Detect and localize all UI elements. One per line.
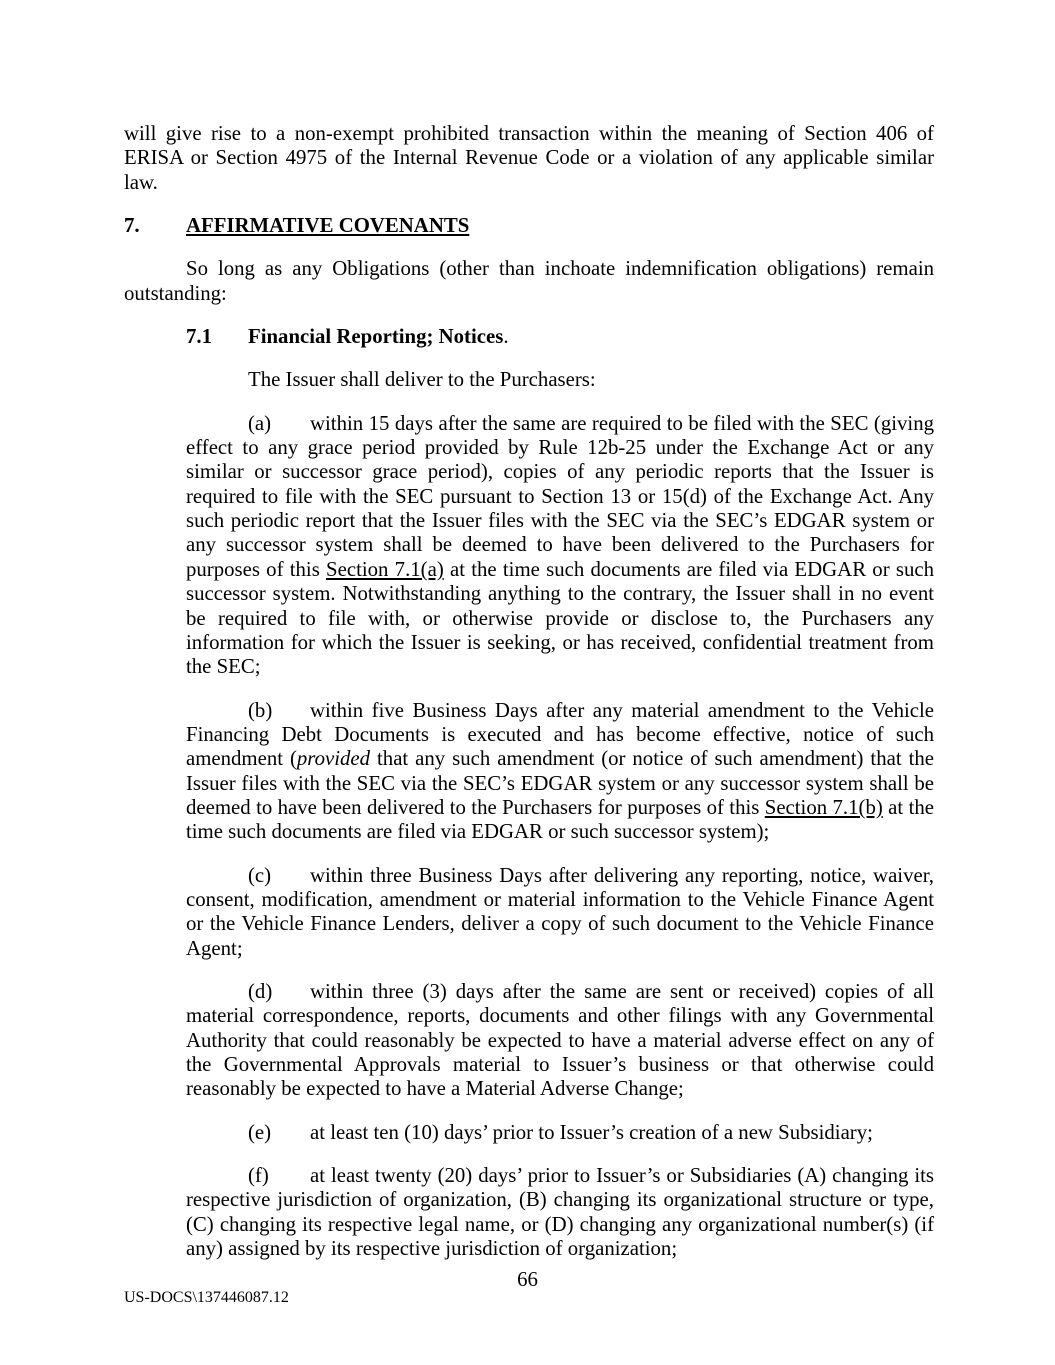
section-heading [124, 214, 934, 238]
clause-a [186, 412, 934, 680]
subsection-title-period: . [503, 325, 509, 349]
clause-c [186, 864, 934, 961]
clause-text-segment: at least twenty (20) days’ prior to Issuer’s or Subsidiaries (A) changing its respective jurisdiction of organization, (B) changing its organizational structure or type, (C) changing its respective legal name, or (D) changing any organizational number(s) (if any) assigned by its respective jurisdiction of organization; [186, 1164, 934, 1261]
clause-text-segment: at least ten (10) days’ prior to Issuer’s creation of a new Subsidiary; [310, 1120, 873, 1144]
footer-doc-id: US-DOCS\137446087.12 [124, 1289, 289, 1306]
deliver-line: The Issuer shall deliver to the Purchasers: [248, 368, 596, 392]
section-title: AFFIRMATIVE COVENANTS [186, 214, 470, 238]
section-number: 7. [124, 214, 140, 238]
clause-text-segment: at the time such documents are filed via EDGAR or such successor system. Notwithstanding anything to the contrary, the Issuer shall in no event be required to file with, or otherwise provide or disclose to, the Purchasers any information for which the Issuer is seeking, or has received, confidential treatment from the SEC; [186, 557, 934, 679]
clause-text-segment: that any such amendment (or notice of such amendment) that the Issuer files with the SEC via the SEC’s EDGAR system or any successor system shall be deemed to have been delivered to the Purchasers for purposes of this [186, 747, 934, 819]
clause-text-segment: Section 7.1(b) [764, 795, 883, 819]
clause-list [124, 412, 934, 1262]
clause-e [186, 1121, 934, 1145]
clause-b [186, 699, 934, 845]
clause-f [186, 1164, 934, 1261]
subsection-number: 7.1 [186, 325, 212, 349]
clause-label: (b) [248, 698, 273, 722]
clause-label: (f) [248, 1164, 269, 1188]
intro-paragraph: will give rise to a non-exempt prohibited transaction within the meaning of Section 406 of ERISA or Section 4975 of the Internal Revenue Code or a violation of any applicable similar law. [124, 122, 934, 194]
lead-in-paragraph: So long as any Obligations (other than inchoate indemnification obligations) remain outstanding: [124, 257, 934, 305]
clause-text-segment: within three (3) days after the same are sent or received) copies of all material correspondence, reports, documents and other filings with any Governmental Authority that could reasonably be expected to have a material adverse effect on any of the Governmental Approvals material to Issuer’s business or that otherwise could reasonably be expected to have a Material Adverse Change; [186, 979, 934, 1101]
clause-text-segment: provided [296, 747, 371, 771]
clause-d [186, 980, 934, 1102]
clause-label: (d) [248, 979, 273, 1003]
clause-text-segment: Section 7.1(a) [326, 557, 444, 581]
clause-text-segment: within five Business Days after any material amendment to the Vehicle Financing Debt Documents is executed and has become effective, notice of such amendment ( [186, 698, 934, 771]
document-body [124, 122, 934, 1280]
clause-label: (a) [248, 411, 272, 435]
subsection-heading [186, 325, 934, 349]
clause-text-segment: within 15 days after the same are required to be filed with the SEC (giving effect to any grace period provided by Rule 12b-25 under the Exchange Act or any similar or successor grace period), copies of any periodic reports that the Issuer is required to file with the SEC pursuant to Section 13 or 15(d) of the Exchange Act. Any such periodic report that the Issuer files with the SEC via the SEC’s EDGAR system or any successor system shall be deemed to have been delivered to the Purchasers for purposes of this [186, 411, 934, 581]
page-number: 66 [517, 1268, 538, 1291]
subsection-title: Financial Reporting; Notices [248, 325, 504, 349]
clause-label: (e) [248, 1120, 272, 1144]
clause-label: (c) [248, 863, 272, 887]
clause-text-segment: within three Business Days after delivering any reporting, notice, waiver, consent, modification, amendment or material information to the Vehicle Finance Agent or the Vehicle Finance Lenders, deliver a copy of such document to the Vehicle Finance Agent; [186, 863, 934, 960]
clause-text-segment: at the time such documents are filed via EDGAR or such successor system); [186, 795, 934, 844]
